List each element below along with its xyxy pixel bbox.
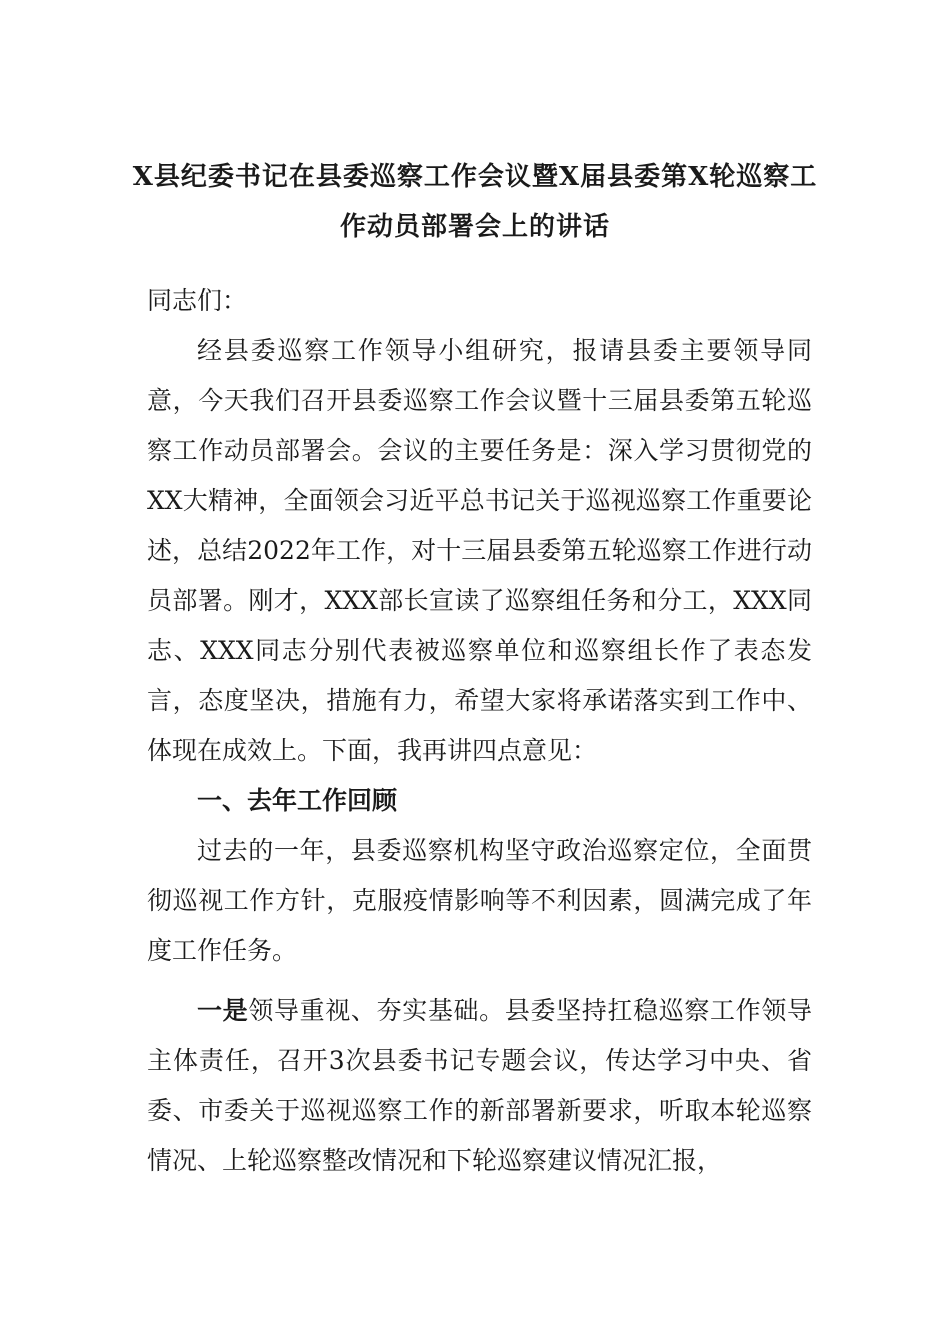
document-body <box>147 276 812 1186</box>
point-one-text: 领导重视、夯实基础。县委坚持扛稳巡察工作领导主体责任，召开3次县委书记专题会议，传达学习中央、省委、市委关于巡视巡察工作的新部署新要求，听取本轮巡察情况、上轮巡察整改情况和下轮巡察建议情况汇报， <box>147 996 812 1175</box>
document-title: X县纪委书记在县委巡察工作会议暨X届县委第X轮巡察工作动员部署会上的讲话 <box>132 162 818 242</box>
section-heading-review: 一、去年工作回顾 <box>197 786 398 815</box>
paragraph-review-summary: 过去的一年，县委巡察机构坚守政治巡察定位，全面贯彻巡视工作方针，克服疫情影响等不利因素，圆满完成了年度工作任务。 <box>147 836 812 965</box>
paragraph-opening: 经县委巡察工作领导小组研究，报请县委主要领导同意，今天我们召开县委巡察工作会议暨十三届县委第五轮巡察工作动员部署会。会议的主要任务是：深入学习贯彻党的XX大精神，全面领会习近平总书记关于巡视巡察工作重要论述，总结2022年工作，对十三届县委第五轮巡察工作进行动员部署。刚才，XXX部长宣读了巡察组任务和分工，XXX同志、XXX同志分别代表被巡察单位和巡察组长作了表态发言，态度坚决，措施有力，希望大家将承诺落实到工作中、体现在成效上。下面，我再讲四点意见： <box>147 336 812 765</box>
point-one-lead: 一是 <box>197 996 249 1025</box>
salutation: 同志们： <box>147 286 248 315</box>
paragraph-point-one <box>147 986 812 1186</box>
